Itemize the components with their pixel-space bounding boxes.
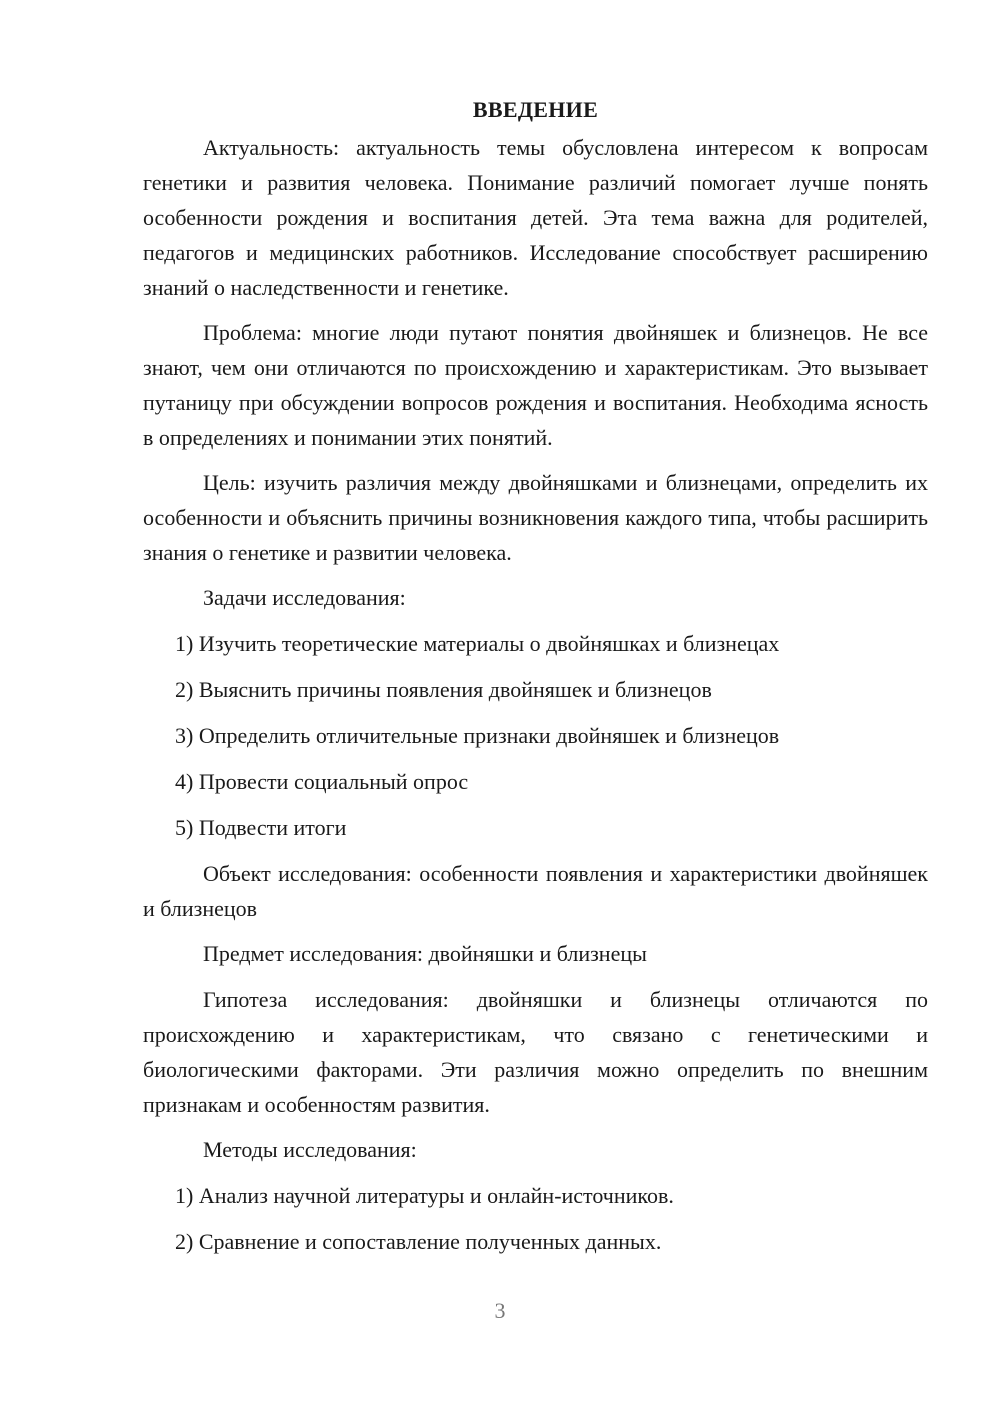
methods-list (143, 1178, 928, 1259)
goal-paragraph: Цель: изучить различия между двойняшками и близнецами, определить их особенности и объяснить причины возникновения каждого типа, чтобы расширить знания о генетике и развитии человека. (143, 470, 928, 565)
list-item: 1) Изучить теоретические материалы о двойняшках и близнецах (175, 631, 780, 656)
hypothesis-paragraph: Гипотеза исследования: двойняшки и близнецы отличаются по происхождению и характеристикам, что связано с генетическими и биологическими факторами. Эти различия можно определить по внешним признакам и особенностям развития. (143, 987, 928, 1117)
tasks-list (143, 626, 928, 845)
subject-paragraph: Предмет исследования: двойняшки и близнецы (203, 941, 647, 966)
list-item: 2) Выяснить причины появления двойняшек и близнецов (175, 677, 712, 702)
tasks-title: Задачи исследования: (203, 585, 406, 610)
methods-title: Методы исследования: (203, 1137, 417, 1162)
page-number: 3 (494, 1298, 506, 1323)
object-paragraph: Объект исследования: особенности появления и характеристики двойняшек и близнецов (143, 861, 928, 921)
list-item: 4) Провести социальный опрос (175, 769, 469, 794)
list-item: 5) Подвести итоги (175, 815, 347, 840)
list-item: 3) Определить отличительные признаки двойняшек и близнецов (175, 723, 780, 748)
section-heading: ВВЕДЕНИЕ (472, 97, 599, 122)
document-page (143, 92, 928, 1270)
list-item: 2) Сравнение и сопоставление полученных данных. (175, 1229, 662, 1254)
list-item: 1) Анализ научной литературы и онлайн-источников. (175, 1183, 674, 1208)
problem-paragraph: Проблема: многие люди путают понятия двойняшек и близнецов. Не все знают, чем они отличаются по происхождению и характеристикам. Это вызывает путаницу при обсуждении вопросов рождения и воспитания. Необходима ясность в определениях и понимании этих понятий. (143, 320, 928, 450)
relevance-paragraph: Актуальность: актуальность темы обусловлена интересом к вопросам генетики и развития человека. Понимание различий помогает лучше понять особенности рождения и воспитания детей. Эта тема важна для родителей, педагогов и медицинских работников. Исследование способствует расширению знаний о наследственности и генетике. (143, 135, 928, 300)
